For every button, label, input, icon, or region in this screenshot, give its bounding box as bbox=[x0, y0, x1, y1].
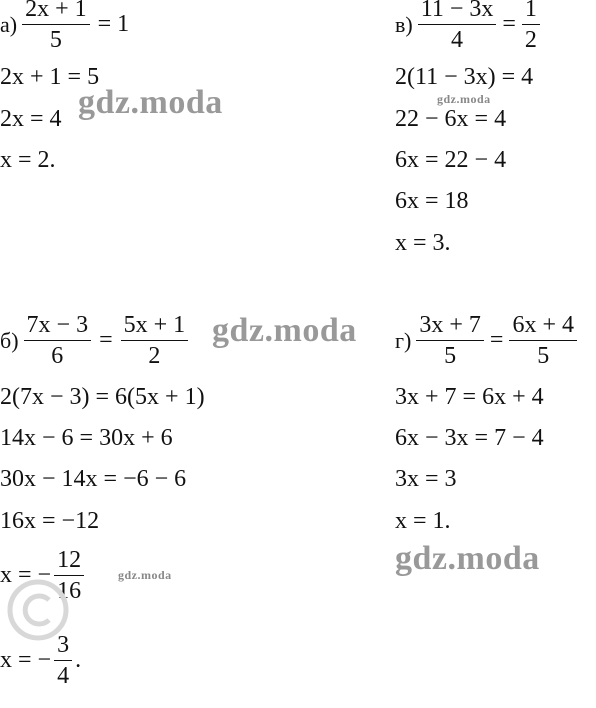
fraction: $\frac{5x + 1}{2}$ bbox=[121, 310, 189, 371]
fraction: $\frac{7x - 3}{6}$ bbox=[24, 310, 92, 371]
step-line: 6x = 22 − 4 bbox=[395, 147, 507, 173]
problem-v-equation: в) $\frac{11 - 3x}{4}$ = $\frac{1}{2}$ bbox=[395, 0, 543, 64]
watermark: gdz.moda bbox=[212, 312, 357, 349]
fraction: $\frac{2x + 1}{5}$ bbox=[22, 0, 90, 55]
step-fraction-line: x = − $\frac{3}{4}$ . bbox=[0, 632, 82, 689]
step-line: x = 3. bbox=[395, 230, 451, 256]
step-line: 2x = 4 bbox=[0, 106, 62, 132]
step-line: 2(7x − 3) = 6(5x + 1) bbox=[0, 384, 205, 410]
step-line: 3x = 3 bbox=[395, 466, 457, 492]
step-line: x = 2. bbox=[0, 147, 56, 173]
step-fraction-line: x = − $\frac{12}{16}$ bbox=[0, 545, 87, 615]
fraction: $\frac{1}{2}$ bbox=[522, 0, 540, 55]
fraction: $\frac{3x + 7}{5}$ bbox=[416, 310, 484, 371]
fraction: $\frac{6x + 4}{5}$ bbox=[509, 310, 577, 371]
step-line: 14x − 6 = 30x + 6 bbox=[0, 425, 173, 451]
problem-g bbox=[395, 310, 595, 550]
step-line: 2(11 − 3x) = 4 bbox=[395, 64, 534, 90]
watermark: gdz.moda bbox=[437, 92, 491, 106]
step-line: 22 − 6x = 4 bbox=[395, 106, 507, 132]
watermark: gdz.moda bbox=[395, 540, 540, 577]
step-line: x = 1. bbox=[395, 508, 451, 534]
step-line: 6x = 18 bbox=[395, 188, 469, 214]
step-line: 3x + 7 = 6x + 4 bbox=[395, 384, 544, 410]
fraction: $\frac{3}{4}$ bbox=[54, 630, 72, 691]
problem-v-label: в) bbox=[395, 11, 413, 37]
problem-a-label: а) bbox=[0, 11, 18, 37]
problem-b-equation: б) $\frac{7x - 3}{6}$ = $\frac{5x + 1}{2}$ bbox=[0, 310, 191, 380]
problem-v bbox=[395, 0, 595, 280]
step-line: 2x + 1 = 5 bbox=[0, 64, 100, 90]
step-line: 30x − 14x = −6 − 6 bbox=[0, 466, 187, 492]
problem-g-label: г) bbox=[395, 327, 412, 353]
step-line: 6x − 3x = 7 − 4 bbox=[395, 425, 544, 451]
fraction: $\frac{12}{16}$ bbox=[54, 545, 84, 606]
problem-g-equation: г) $\frac{3x + 7}{5}$ = $\frac{6x + 4}{5}$ bbox=[395, 310, 580, 380]
problem-b bbox=[0, 310, 380, 708]
watermark: gdz.moda bbox=[78, 84, 223, 121]
problem-a-equation: а) $\frac{2x + 1}{5}$ = 1 bbox=[0, 0, 134, 64]
copyright-icon bbox=[4, 576, 72, 644]
problem-b-label: б) bbox=[0, 327, 19, 353]
fraction: $\frac{11 - 3x}{4}$ bbox=[418, 0, 497, 55]
watermark: gdz.moda bbox=[118, 568, 172, 582]
step-line: 16x = −12 bbox=[0, 508, 100, 534]
